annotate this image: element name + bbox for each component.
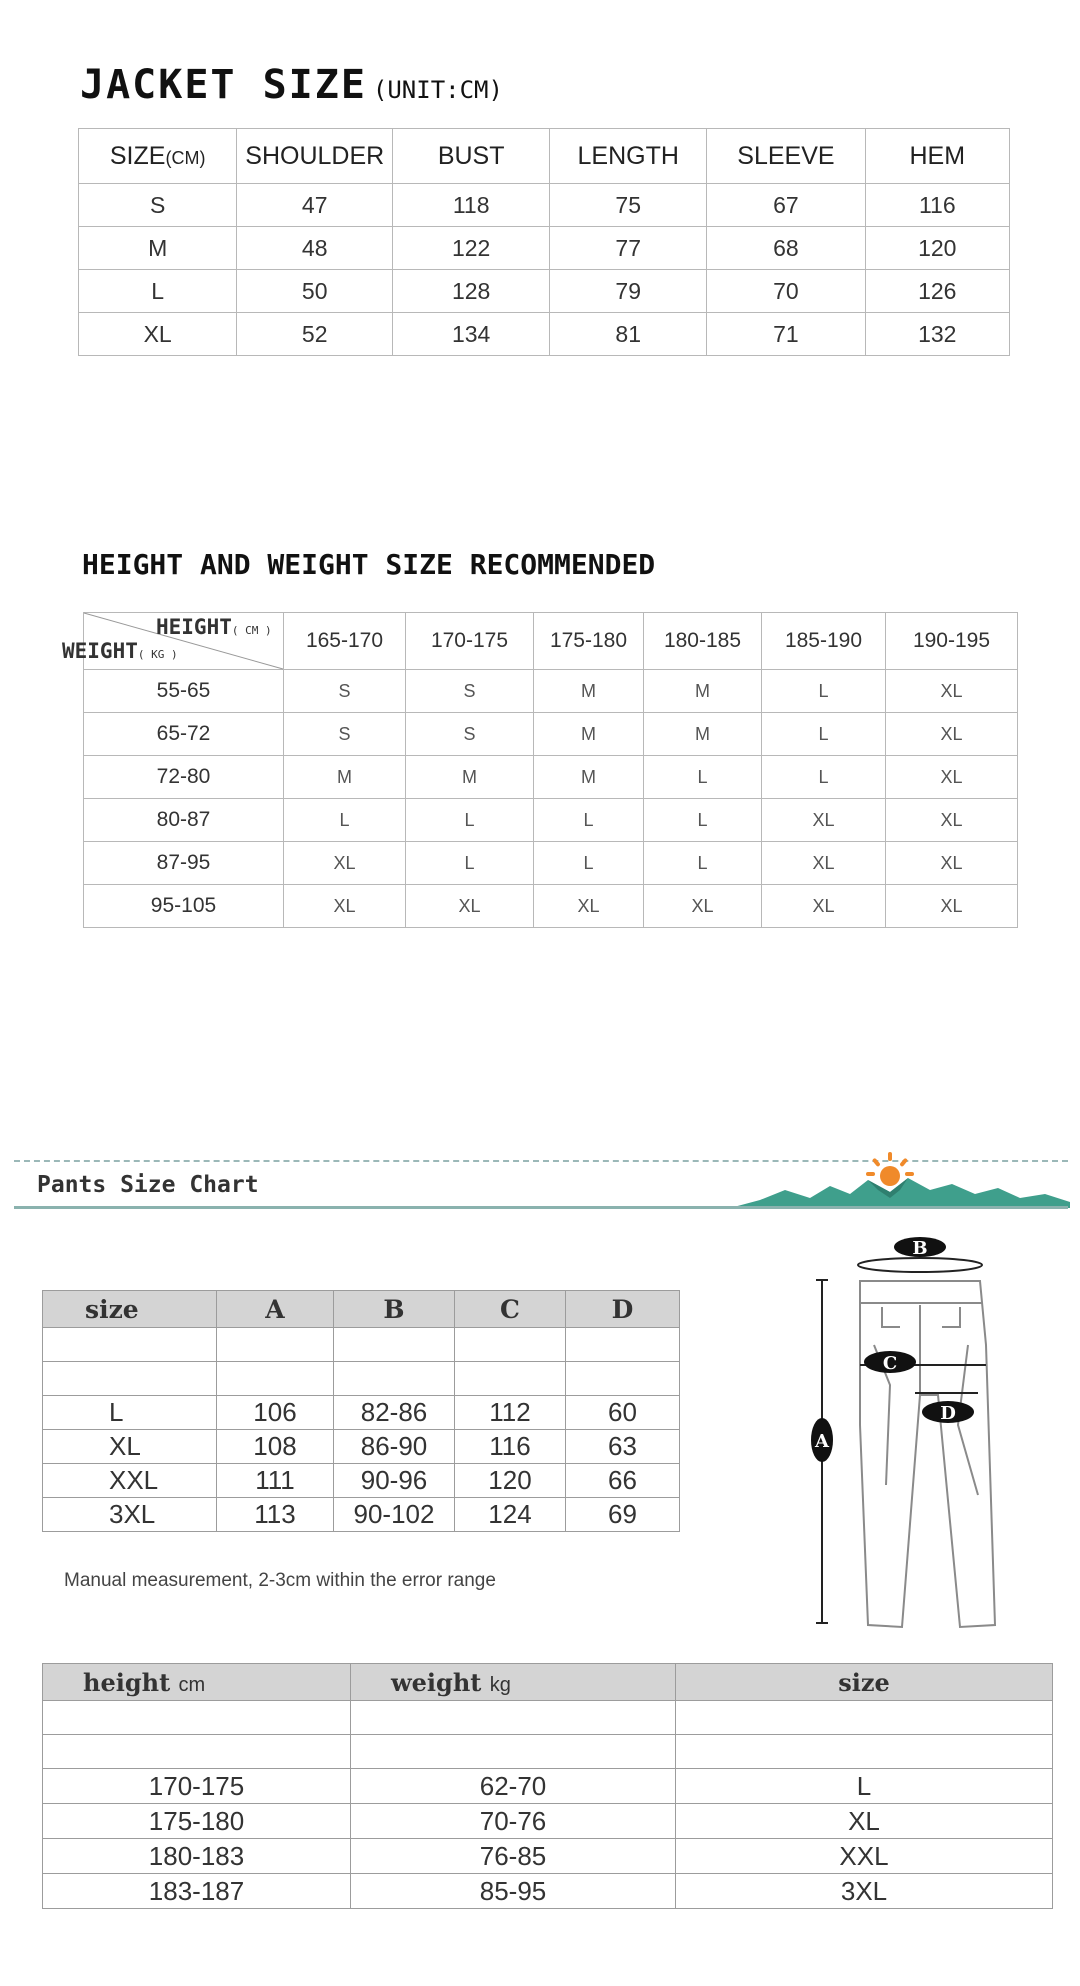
measure-b-group xyxy=(858,1237,982,1272)
hw-size-cell: XL xyxy=(886,799,1018,842)
pants-header-size: size xyxy=(43,1291,217,1328)
pants-hw-height-label: height xyxy=(83,1667,171,1697)
pants-cell: 120 xyxy=(455,1464,566,1498)
hw-weight-cell: 55-65 xyxy=(84,670,284,713)
hw-weight-cell: 65-72 xyxy=(84,713,284,756)
diagram-label-c: C xyxy=(882,1353,898,1374)
jacket-cell: XL xyxy=(79,313,237,356)
jacket-cell: 75 xyxy=(550,184,707,227)
pants-hw-cell: 170-175 xyxy=(43,1769,351,1804)
hw-size-cell: XL xyxy=(406,885,534,928)
pants-hw-cell: 62-70 xyxy=(351,1769,676,1804)
blank-cell xyxy=(334,1328,455,1362)
table-row xyxy=(79,184,1010,227)
pants-hw-cell: 70-76 xyxy=(351,1804,676,1839)
hw-size-cell: XL xyxy=(284,842,406,885)
hw-size-cell: L xyxy=(762,756,886,799)
jacket-unit-label: (UNIT:CM) xyxy=(372,76,503,104)
jacket-cell: 50 xyxy=(237,270,393,313)
hw-size-cell: M xyxy=(284,756,406,799)
pants-hw-weight-label: weight xyxy=(391,1667,482,1697)
pants-hw-cell: XL xyxy=(676,1804,1053,1839)
pants-hw-header-row xyxy=(43,1664,1053,1701)
hw-size-cell: L xyxy=(534,842,644,885)
mountain-sun-logo-icon xyxy=(730,1150,1070,1212)
pants-cell: 116 xyxy=(455,1430,566,1464)
pants-cell: 66 xyxy=(566,1464,680,1498)
measurement-note: Manual measurement, 2-3cm within the error range xyxy=(64,1570,496,1591)
blank-row xyxy=(43,1328,680,1362)
hw-corner-weight xyxy=(62,639,178,663)
hw-size-cell: XL xyxy=(534,885,644,928)
pants-hw-cell: 180-183 xyxy=(43,1839,351,1874)
hw-size-cell: S xyxy=(284,670,406,713)
pants-header-underline xyxy=(14,1206,1068,1209)
pants-cell: 112 xyxy=(455,1396,566,1430)
table-row xyxy=(79,227,1010,270)
blank-cell xyxy=(43,1362,217,1396)
jacket-header-size-unit: (CM) xyxy=(165,147,206,168)
hw-header-height: 180-185 xyxy=(644,613,762,670)
table-row xyxy=(43,1839,1053,1874)
diagram-label-b: B xyxy=(912,1238,928,1259)
hw-size-cell: XL xyxy=(886,670,1018,713)
blank-cell xyxy=(676,1735,1053,1769)
pants-outline-icon xyxy=(860,1281,995,1627)
hw-size-cell: XL xyxy=(886,756,1018,799)
table-row xyxy=(43,1396,680,1430)
jacket-cell: 67 xyxy=(707,184,865,227)
pants-hw-cell: 76-85 xyxy=(351,1839,676,1874)
table-row xyxy=(43,1464,680,1498)
hw-size-cell: L xyxy=(284,799,406,842)
pants-cell: 90-96 xyxy=(334,1464,455,1498)
pants-size-cell: L xyxy=(43,1396,217,1430)
hw-size-cell: XL xyxy=(644,885,762,928)
jacket-header-size-label: SIZE xyxy=(109,141,166,170)
height-weight-table xyxy=(62,612,1018,928)
pants-chart-title: Pants Size Chart xyxy=(37,1172,259,1198)
blank-cell xyxy=(676,1701,1053,1735)
blank-cell xyxy=(43,1701,351,1735)
hw-size-cell: M xyxy=(534,756,644,799)
jacket-header-size xyxy=(79,129,237,184)
table-row xyxy=(43,1769,1053,1804)
pants-cell: 86-90 xyxy=(334,1430,455,1464)
blank-cell xyxy=(217,1328,334,1362)
hw-size-cell: M xyxy=(534,713,644,756)
pants-size-table xyxy=(42,1290,680,1532)
hw-size-cell: L xyxy=(762,670,886,713)
pants-hw-cell: 175-180 xyxy=(43,1804,351,1839)
pants-hw-header-size: size xyxy=(676,1664,1053,1701)
hw-size-cell: XL xyxy=(762,885,886,928)
table-row xyxy=(84,842,1018,885)
hw-header-height: 165-170 xyxy=(284,613,406,670)
hw-size-cell: L xyxy=(644,756,762,799)
pants-cell: 108 xyxy=(217,1430,334,1464)
jacket-cell: S xyxy=(79,184,237,227)
jacket-cell: 48 xyxy=(237,227,393,270)
blank-cell xyxy=(566,1362,680,1396)
jacket-header-sleeve: SLEEVE xyxy=(707,129,865,184)
table-row xyxy=(43,1430,680,1464)
pants-hw-cell: XXL xyxy=(676,1839,1053,1874)
hw-corner-height xyxy=(156,615,272,639)
pants-size-cell: XL xyxy=(43,1430,217,1464)
pants-header-row xyxy=(43,1291,680,1328)
hw-weight-cell: 80-87 xyxy=(84,799,284,842)
jacket-cell: 132 xyxy=(865,313,1009,356)
pants-size-cell: XXL xyxy=(43,1464,217,1498)
hw-header-height: 175-180 xyxy=(534,613,644,670)
blank-cell xyxy=(566,1328,680,1362)
hw-header-height: 170-175 xyxy=(406,613,534,670)
pants-cell: 60 xyxy=(566,1396,680,1430)
hw-size-cell: XL xyxy=(886,885,1018,928)
hw-size-cell: L xyxy=(406,799,534,842)
hw-size-cell: XL xyxy=(762,842,886,885)
pants-height-weight-table xyxy=(42,1663,1053,1909)
jacket-header-length: LENGTH xyxy=(550,129,707,184)
table-row xyxy=(43,1874,1053,1909)
hw-size-cell: XL xyxy=(886,842,1018,885)
jacket-cell: 122 xyxy=(393,227,550,270)
hw-size-cell: L xyxy=(534,799,644,842)
diagram-label-a: A xyxy=(815,1431,829,1452)
pants-cell: 90-102 xyxy=(334,1498,455,1532)
blank-row xyxy=(43,1701,1053,1735)
hw-size-cell: S xyxy=(406,670,534,713)
pants-hw-header-weight xyxy=(351,1664,676,1701)
hw-weight-cell: 87-95 xyxy=(84,842,284,885)
pants-cell: 111 xyxy=(217,1464,334,1498)
table-row xyxy=(84,713,1018,756)
jacket-cell: 128 xyxy=(393,270,550,313)
pants-hw-height-unit: cm xyxy=(178,1673,206,1696)
jacket-size-table xyxy=(78,128,1010,356)
jacket-header-hem: HEM xyxy=(865,129,1009,184)
pants-hw-cell: L xyxy=(676,1769,1053,1804)
pants-hw-cell: 3XL xyxy=(676,1874,1053,1909)
hw-corner-height-label: HEIGHT xyxy=(156,615,232,639)
hw-size-cell: XL xyxy=(886,713,1018,756)
hw-size-cell: S xyxy=(284,713,406,756)
jacket-cell: 126 xyxy=(865,270,1009,313)
blank-cell xyxy=(351,1735,676,1769)
table-row xyxy=(84,670,1018,713)
jacket-cell: 77 xyxy=(550,227,707,270)
pants-header-a: A xyxy=(217,1291,334,1328)
pants-cell: 82-86 xyxy=(334,1396,455,1430)
jacket-cell: 70 xyxy=(707,270,865,313)
table-row xyxy=(84,799,1018,842)
hw-size-cell: L xyxy=(644,799,762,842)
hw-size-cell: XL xyxy=(762,799,886,842)
hw-header-row xyxy=(84,613,1018,670)
blank-row xyxy=(43,1362,680,1396)
jacket-cell: M xyxy=(79,227,237,270)
hw-corner-weight-label: WEIGHT xyxy=(62,639,138,663)
jacket-cell: 71 xyxy=(707,313,865,356)
pants-header-d: D xyxy=(566,1291,680,1328)
hw-weight-cell: 72-80 xyxy=(84,756,284,799)
blank-cell xyxy=(334,1362,455,1396)
pants-hw-weight-unit: kg xyxy=(489,1673,511,1696)
jacket-title-text: JACKET SIZE xyxy=(80,62,367,108)
jacket-header-row xyxy=(79,129,1010,184)
pants-hw-cell: 183-187 xyxy=(43,1874,351,1909)
pants-size-cell: 3XL xyxy=(43,1498,217,1532)
pants-hw-header-height xyxy=(43,1664,351,1701)
jacket-cell: 118 xyxy=(393,184,550,227)
pants-header-b: B xyxy=(334,1291,455,1328)
hw-weight-cell: 95-105 xyxy=(84,885,284,928)
table-row xyxy=(84,756,1018,799)
table-row xyxy=(84,885,1018,928)
hw-corner-cell xyxy=(62,613,284,670)
jacket-cell: 120 xyxy=(865,227,1009,270)
measure-d-group xyxy=(915,1393,978,1424)
hw-corner-height-unit: ( CM ) xyxy=(231,624,272,637)
jacket-header-shoulder: SHOULDER xyxy=(237,129,393,184)
pants-cell: 69 xyxy=(566,1498,680,1532)
pants-cell: 106 xyxy=(217,1396,334,1430)
jacket-cell: 134 xyxy=(393,313,550,356)
hw-size-cell: M xyxy=(534,670,644,713)
jacket-cell: L xyxy=(79,270,237,313)
hw-size-cell: XL xyxy=(284,885,406,928)
jacket-cell: 47 xyxy=(237,184,393,227)
hw-corner-weight-unit: ( KG ) xyxy=(137,648,178,661)
blank-cell xyxy=(43,1328,217,1362)
hw-size-cell: S xyxy=(406,713,534,756)
jacket-size-title xyxy=(80,62,503,108)
pants-header-c: C xyxy=(455,1291,566,1328)
jacket-cell: 79 xyxy=(550,270,707,313)
pants-hw-cell: 85-95 xyxy=(351,1874,676,1909)
hw-size-cell: L xyxy=(406,842,534,885)
pants-cell: 124 xyxy=(455,1498,566,1532)
pants-cell: 63 xyxy=(566,1430,680,1464)
hw-size-cell: M xyxy=(644,670,762,713)
table-row xyxy=(43,1498,680,1532)
pants-cell: 113 xyxy=(217,1498,334,1532)
table-row xyxy=(79,313,1010,356)
jacket-cell: 81 xyxy=(550,313,707,356)
table-row xyxy=(43,1804,1053,1839)
hw-header-height: 190-195 xyxy=(886,613,1018,670)
hw-size-cell: M xyxy=(644,713,762,756)
diagram-label-d: D xyxy=(940,1403,956,1424)
blank-cell xyxy=(455,1328,566,1362)
jacket-cell: 116 xyxy=(865,184,1009,227)
hw-size-cell: L xyxy=(644,842,762,885)
measure-a-group xyxy=(811,1280,833,1623)
jacket-header-bust: BUST xyxy=(393,129,550,184)
pants-measurement-diagram xyxy=(790,1225,1020,1645)
hw-size-cell: M xyxy=(406,756,534,799)
table-row xyxy=(79,270,1010,313)
hw-header-height: 185-190 xyxy=(762,613,886,670)
blank-cell xyxy=(455,1362,566,1396)
hw-size-cell: L xyxy=(762,713,886,756)
blank-cell xyxy=(217,1362,334,1396)
jacket-cell: 68 xyxy=(707,227,865,270)
height-weight-title: HEIGHT AND WEIGHT SIZE RECOMMENDED xyxy=(82,548,656,581)
blank-cell xyxy=(351,1701,676,1735)
blank-cell xyxy=(43,1735,351,1769)
blank-row xyxy=(43,1735,1053,1769)
jacket-cell: 52 xyxy=(237,313,393,356)
